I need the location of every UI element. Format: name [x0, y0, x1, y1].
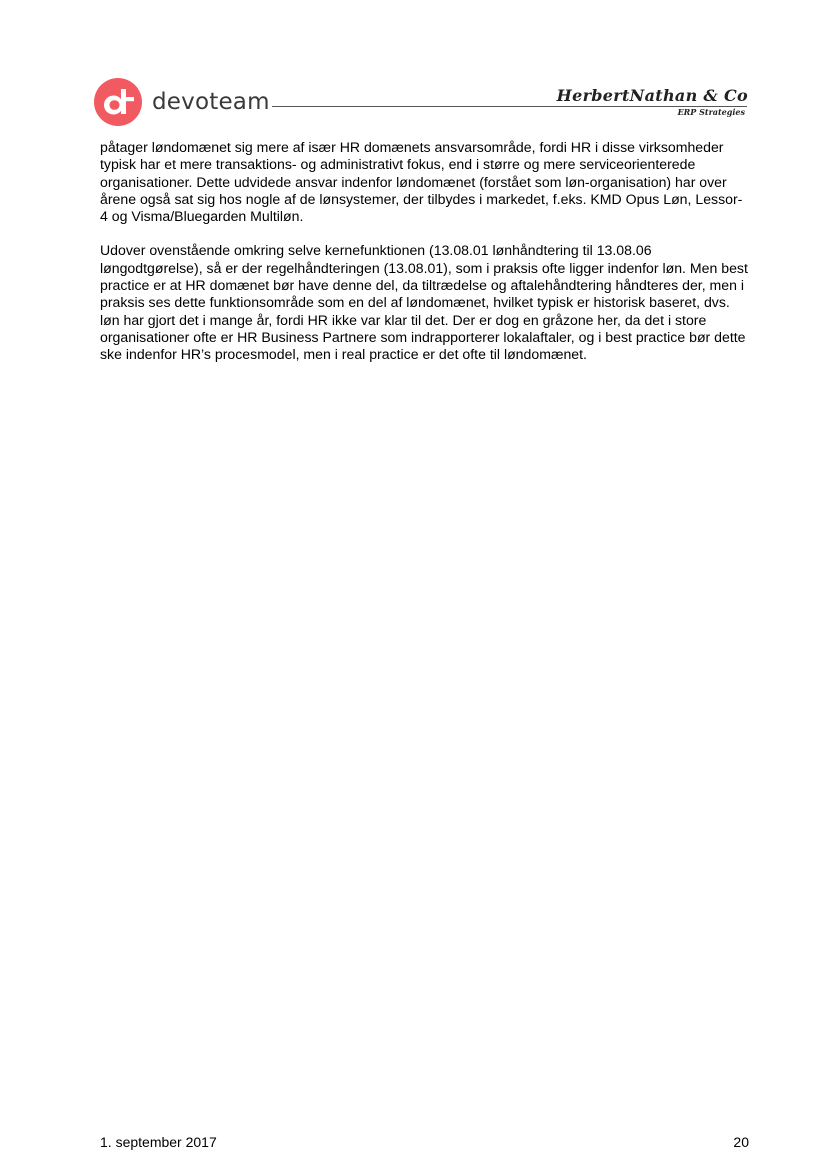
- page-number: 20: [733, 1134, 749, 1150]
- footer-date: 1. september 2017: [100, 1134, 217, 1150]
- herbertnathan-logo: [557, 86, 748, 117]
- devoteam-logo: [94, 78, 270, 126]
- herbertnathan-logo-tagline: ERP Strategies: [677, 107, 745, 117]
- page-header: [0, 0, 827, 140]
- body-paragraph: påtager løndomænet sig mere af især HR domænets ansvarsområde, fordi HR i disse virksomheder typisk har et mere transaktions- og administrativt fokus, end i større og mere serviceorienterede organisationer. Dette udvidede ansvar indenfor løndomænet (forstået som løn-organisation) har over årene også sat sig hos nogle af de lønsystemer, der tilbydes i markedet, f.eks. KMD Opus Løn, Lessor-4 og Visma/Bluegarden Multiløn.: [100, 139, 743, 225]
- body-paragraph: Udover ovenstående omkring selve kernefunktionen (13.08.01 lønhåndtering til 13.08.06 løngodtgørelse), så er der regelhåndteringen (13.08.01), som i praksis ofte ligger indenfor løn. Men best practice er at HR domænet bør have denne del, da tiltrædelse og aftalehåndtering håndteres der, men i praksis ses dette funktionsområde som en del af løndomænet, hvilket typisk er historisk baseret, dvs. løn har gjort det i mange år, fordi HR ikke var klar til det. Der er dog en gråzone her, da det i store organisationer ofte er HR Business Partnere som indrapporterer lokalaftaler, og i best practice bør dette ske indenfor HR’s procesmodel, men i real practice er det ofte til løndomænet.: [100, 242, 748, 363]
- devoteam-logo-icon: [94, 78, 142, 126]
- herbertnathan-logo-name: HerbertNathan & Co: [556, 86, 748, 105]
- document-body: [100, 139, 750, 381]
- devoteam-logo-text: devoteam: [152, 89, 270, 115]
